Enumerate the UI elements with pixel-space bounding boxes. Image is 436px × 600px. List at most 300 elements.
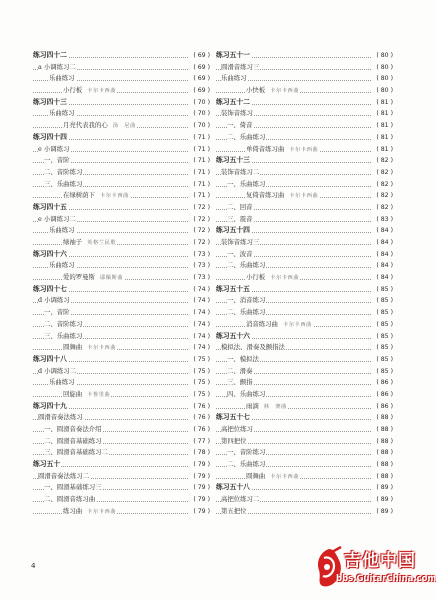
toc-entry-title-text: 小行板 bbox=[63, 86, 83, 95]
toc-entry-title bbox=[221, 437, 248, 445]
toc-entry-title-text: 月亮代表我的心 bbox=[63, 121, 108, 130]
toc-entry-title-text: 二、乐曲练习 bbox=[227, 308, 266, 317]
toc-entry bbox=[33, 179, 210, 191]
toc-entry-title bbox=[216, 51, 251, 59]
toc-entry-composer: 卡尔卡西曲 bbox=[282, 321, 312, 328]
toc-entry-title bbox=[44, 156, 71, 164]
toc-entry-title bbox=[227, 448, 266, 456]
toc-entry-title-text: 圆滑音奏法练习二 bbox=[38, 471, 90, 480]
toc-entry-title bbox=[221, 495, 260, 503]
toc-entry-title bbox=[33, 203, 68, 211]
toc-entry-title bbox=[246, 320, 313, 328]
toc-entry-page: ( 81 ) bbox=[376, 120, 393, 132]
toc-entry-page: ( 88 ) bbox=[376, 447, 393, 459]
toc-heading bbox=[33, 249, 210, 261]
toc-entry-page: ( 88 ) bbox=[376, 471, 393, 483]
toc-entry-page: ( 79 ) bbox=[193, 506, 210, 518]
toc-entry-title bbox=[44, 320, 83, 328]
toc-entry-title-text: 三、圆滑音基础练习二 bbox=[44, 448, 108, 457]
toc-entry-page: ( 80 ) bbox=[376, 50, 393, 62]
toc-entry-title-text: 圆舞曲 bbox=[246, 471, 266, 480]
toc-entry-title-text: 高把位练习 bbox=[221, 425, 253, 433]
toc-entry-composer: 卡鲁里曲 bbox=[87, 391, 111, 398]
toc-entry-page: ( 70 ) bbox=[193, 97, 210, 109]
toc-entry-title bbox=[49, 74, 76, 82]
toc-entry-page: ( 88 ) bbox=[376, 459, 393, 471]
toc-entry-title-text: 练习五十四 bbox=[216, 226, 250, 235]
toc-entry-composer: 汤 尼曲 bbox=[112, 123, 136, 130]
toc-entry bbox=[33, 342, 210, 354]
toc-entry-title-text: 二、乐曲练习 bbox=[227, 261, 266, 270]
toc-heading bbox=[216, 97, 393, 109]
toc-entry-title bbox=[38, 145, 70, 153]
toc-entry bbox=[33, 167, 210, 179]
toc-entry bbox=[216, 447, 393, 459]
toc-heading bbox=[216, 482, 393, 494]
toc-entry-title bbox=[216, 156, 251, 164]
toc-entry-title bbox=[221, 74, 248, 82]
toc-entry-title bbox=[221, 168, 260, 176]
toc-entry-title-text: 练习四十四 bbox=[33, 132, 67, 141]
toc-entry-title bbox=[227, 390, 266, 398]
toc-entry-title bbox=[63, 507, 117, 515]
toc-entry-title-text: 二、音阶练习 bbox=[44, 319, 83, 328]
toc-entry bbox=[216, 132, 393, 144]
toc-entry-title-text: 练习五十七 bbox=[216, 413, 250, 422]
toc-entry bbox=[33, 155, 210, 167]
toc-entry-page: ( 82 ) bbox=[376, 155, 393, 167]
toc-entry-page: ( 72 ) bbox=[193, 214, 210, 226]
toc-entry-title-text: 练习五十八 bbox=[216, 483, 250, 492]
toc-entry-page: ( 81 ) bbox=[376, 144, 393, 156]
toc-entry-title-text: 爱的罗曼斯 bbox=[63, 273, 95, 282]
toc-entry-page: ( 85 ) bbox=[376, 331, 393, 343]
toc-entry bbox=[216, 214, 393, 226]
toc-entry-title bbox=[221, 425, 254, 433]
toc-entry-title bbox=[246, 402, 288, 410]
toc-entry-title bbox=[216, 332, 251, 340]
toc-entry-title bbox=[49, 109, 76, 117]
toc-entry-page: ( 81 ) bbox=[376, 108, 393, 120]
toc-entry bbox=[216, 295, 393, 307]
toc-entry-title-text: 一、乐曲练习 bbox=[227, 179, 266, 188]
toc-entry-title-text: 模拟法、滑奏及颤指法 bbox=[221, 343, 285, 352]
toc-entry-page: ( 72 ) bbox=[193, 237, 210, 249]
toc-heading bbox=[216, 284, 393, 296]
toc-entry-page: ( 83 ) bbox=[376, 214, 393, 226]
toc-entry-page: ( 89 ) bbox=[376, 494, 393, 506]
toc-entry bbox=[216, 366, 393, 378]
toc-entry-page: ( 70 ) bbox=[193, 108, 210, 120]
toc-entry-title-text: 练习五十二 bbox=[216, 97, 250, 106]
toc-entry-title bbox=[33, 460, 61, 468]
toc-entry-page: ( 80 ) bbox=[376, 85, 393, 97]
toc-entry-title-text: 二、乐曲练习 bbox=[227, 460, 266, 469]
toc-entry-page: ( 75 ) bbox=[193, 354, 210, 366]
toc-entry bbox=[216, 62, 393, 74]
toc-entry-title bbox=[44, 437, 103, 445]
toc-entry bbox=[216, 179, 393, 191]
toc-entry bbox=[33, 331, 210, 343]
toc-entry bbox=[216, 342, 393, 354]
toc-heading bbox=[216, 225, 393, 237]
toc-right-column bbox=[216, 50, 393, 518]
toc-entry bbox=[216, 354, 393, 366]
toc-entry-page: ( 73 ) bbox=[193, 272, 210, 284]
toc-entry-title bbox=[221, 63, 260, 71]
toc-entry bbox=[216, 249, 393, 261]
toc-entry-title bbox=[216, 483, 251, 491]
toc-entry-title-text: 回旋曲 bbox=[63, 389, 83, 398]
toc-entry-title bbox=[63, 343, 117, 351]
toc-entry bbox=[216, 120, 393, 132]
toc-entry-title-text: 三、颤指 bbox=[227, 378, 253, 387]
toc-entry bbox=[216, 319, 393, 331]
toc-entry-title bbox=[227, 308, 266, 316]
toc-entry bbox=[33, 214, 210, 226]
toc-heading bbox=[216, 50, 393, 62]
toc-entry bbox=[216, 471, 393, 483]
watermark-url: bbs.GuitarChina.com bbox=[336, 574, 436, 584]
toc-entry-title bbox=[221, 238, 260, 246]
toc-entry bbox=[33, 120, 210, 132]
toc-entry-page: ( 84 ) bbox=[376, 272, 393, 284]
toc-entry-title bbox=[216, 413, 251, 421]
toc-entry bbox=[216, 459, 393, 471]
toc-entry-title-text: d 小调练习二 bbox=[38, 366, 77, 375]
toc-entry-title bbox=[38, 296, 71, 304]
toc-entry-title-text: 乐曲练习 bbox=[49, 261, 75, 270]
toc-entry-title bbox=[63, 191, 130, 199]
toc-entry-page: ( 75 ) bbox=[193, 377, 210, 389]
toc-entry-title bbox=[227, 133, 266, 141]
toc-entry-composer: 卡尔卡西曲 bbox=[270, 473, 300, 480]
toc-entry-page: ( 79 ) bbox=[193, 494, 210, 506]
toc-entry-title-text: 二、圆滑音练习曲 bbox=[44, 495, 96, 504]
toc-entry bbox=[33, 237, 210, 249]
toc-entry-title-text: 一、音阶 bbox=[44, 308, 70, 317]
toc-entry bbox=[216, 73, 393, 85]
toc-entry-composer: 卡尔卡西曲 bbox=[289, 193, 319, 200]
toc-entry-composer: 卡尔卡西曲 bbox=[87, 88, 117, 95]
toc-entry-page: ( 85 ) bbox=[376, 295, 393, 307]
toc-entry-composer: 卡尔卡西曲 bbox=[87, 345, 117, 352]
toc-entry-page: ( 89 ) bbox=[376, 506, 393, 518]
toc-entry-title-text: 一、模拟法 bbox=[227, 354, 259, 363]
toc-entry-title bbox=[216, 98, 251, 106]
toc-entry-title bbox=[33, 98, 68, 106]
toc-entry-page: ( 85 ) bbox=[376, 284, 393, 296]
page-number: 4 bbox=[31, 562, 36, 570]
toc-entry-composer: 英格兰民歌 bbox=[87, 240, 117, 246]
toc-entry-page: ( 85 ) bbox=[376, 366, 393, 378]
toc-entry bbox=[216, 389, 393, 401]
toc-entry bbox=[33, 260, 210, 272]
toc-entry-page: ( 69 ) bbox=[193, 85, 210, 97]
toc-entry-composer: 卡尔卡西曲 bbox=[87, 508, 117, 515]
toc-entry-title bbox=[33, 402, 68, 410]
toc-entry-title bbox=[227, 378, 254, 386]
toc-entry-title-text: 一、波音 bbox=[227, 249, 253, 258]
toc-entry-title-text: 一、圆滑基础练习三 bbox=[44, 483, 102, 492]
toc-entry bbox=[33, 506, 210, 518]
toc-entry-title-text: 装饰音练习 bbox=[221, 109, 253, 118]
toc-entry bbox=[216, 85, 393, 97]
toc-entry-title-text: 三、乐曲练习 bbox=[44, 179, 83, 188]
toc-entry-page: ( 88 ) bbox=[376, 424, 393, 436]
toc-entry-title bbox=[44, 448, 109, 456]
toc-entry-composer: 林 赛曲 bbox=[263, 403, 287, 410]
toc-entry-title-text: 练习四十九 bbox=[33, 401, 67, 410]
toc-entry-title bbox=[227, 261, 266, 269]
toc-entry-title-text: 练习曲 bbox=[63, 506, 83, 515]
toc-entry-title-text: 圆滑音练习三 bbox=[221, 62, 260, 71]
toc-entry-page: ( 69 ) bbox=[193, 73, 210, 85]
toc-entry-title-text: 练习四十八 bbox=[33, 354, 67, 363]
toc-entry-page: ( 74 ) bbox=[193, 307, 210, 319]
toc-entry-title-text: 二、回音 bbox=[227, 202, 253, 211]
toc-entry-title-text: 圆滑音奏法练习 bbox=[38, 413, 83, 422]
toc-entry bbox=[216, 436, 393, 448]
toc-entry-page: ( 79 ) bbox=[193, 482, 210, 494]
toc-entry bbox=[216, 237, 393, 249]
toc-entry-page: ( 69 ) bbox=[193, 62, 210, 74]
toc-entry-title-text: 练习四十二 bbox=[33, 51, 67, 59]
toc-entry bbox=[216, 260, 393, 272]
toc-entry bbox=[33, 272, 210, 284]
toc-entry-title bbox=[216, 285, 251, 293]
toc-heading bbox=[33, 132, 210, 144]
toc-entry-composer: 卡尔卡西曲 bbox=[270, 275, 300, 282]
toc-entry-title-text: 第五把位 bbox=[221, 506, 247, 515]
toc-entry bbox=[33, 295, 210, 307]
toc-entry-title-text: 乐曲练习 bbox=[49, 109, 75, 118]
toc-entry-title bbox=[227, 250, 254, 258]
toc-heading bbox=[33, 50, 210, 62]
toc-entry bbox=[216, 506, 393, 518]
toc-entry-title bbox=[38, 367, 77, 375]
toc-entry-title-text: 复倚音练习曲 bbox=[246, 191, 285, 200]
toc-entry-title-text: 练习五十三 bbox=[216, 156, 250, 165]
toc-entry bbox=[216, 144, 393, 156]
toc-heading bbox=[33, 354, 210, 366]
toc-entry-title bbox=[63, 86, 117, 94]
toc-entry bbox=[33, 447, 210, 459]
toc-entry-title-text: 第四把位 bbox=[221, 436, 247, 445]
toc-entry-page: ( 75 ) bbox=[193, 366, 210, 378]
toc-entry-title bbox=[227, 367, 254, 375]
toc-entry bbox=[33, 412, 210, 424]
toc-entry-title-text: 练习四十五 bbox=[33, 202, 67, 211]
toc-entry-title bbox=[63, 390, 111, 398]
toc-entry-page: ( 76 ) bbox=[193, 412, 210, 424]
toc-entry-page: ( 79 ) bbox=[193, 459, 210, 471]
toc-entry-page: ( 81 ) bbox=[376, 97, 393, 109]
toc-entry-title bbox=[44, 483, 103, 491]
toc-entry-title-text: 乐曲练习 bbox=[49, 226, 75, 235]
toc-entry-title bbox=[38, 472, 90, 480]
toc-entry-title bbox=[227, 296, 266, 304]
toc-entry bbox=[33, 319, 210, 331]
toc-entry bbox=[216, 272, 393, 284]
toc-entry-page: ( 72 ) bbox=[193, 202, 210, 214]
toc-entry-page: ( 70 ) bbox=[193, 120, 210, 132]
toc-entry-composer: 卡尔卡西曲 bbox=[99, 193, 129, 200]
toc-entry-title bbox=[227, 460, 266, 468]
toc-entry-title-text: 三、乐曲练习 bbox=[44, 331, 83, 340]
toc-entry bbox=[216, 307, 393, 319]
toc-entry-page: ( 86 ) bbox=[376, 401, 393, 413]
toc-entry-title-text: 练习五十六 bbox=[216, 331, 250, 340]
toc-entry-page: ( 77 ) bbox=[193, 436, 210, 448]
toc-entry-page: ( 71 ) bbox=[193, 167, 210, 179]
toc-entry-composer: 卡尔卡西曲 bbox=[289, 146, 319, 153]
toc-entry-title bbox=[44, 168, 83, 176]
toc-entry bbox=[33, 494, 210, 506]
toc-entry-title bbox=[33, 285, 68, 293]
toc-entry-page: ( 85 ) bbox=[376, 307, 393, 319]
toc-entry-title-text: 四、乐曲练习 bbox=[227, 389, 266, 398]
toc-entry-title-text: 圆舞曲 bbox=[63, 343, 83, 352]
toc-entry-page: ( 76 ) bbox=[193, 424, 210, 436]
toc-entry-page: ( 74 ) bbox=[193, 331, 210, 343]
watermark bbox=[312, 540, 436, 596]
toc-entry-title bbox=[246, 191, 319, 199]
toc-entry-page: ( 74 ) bbox=[193, 284, 210, 296]
toc-entry-title bbox=[33, 355, 68, 363]
toc-entry-page: ( 86 ) bbox=[376, 377, 393, 389]
toc-entry-title bbox=[216, 226, 251, 234]
toc-entry-title bbox=[33, 51, 68, 59]
toc-entry-title bbox=[33, 250, 68, 258]
toc-entry-page: ( 79 ) bbox=[193, 471, 210, 483]
toc-entry-title bbox=[49, 378, 76, 386]
toc-entry bbox=[33, 144, 210, 156]
toc-entry-page: ( 71 ) bbox=[193, 144, 210, 156]
toc-entry-page: ( 85 ) bbox=[376, 342, 393, 354]
toc-entry-title-text: 二、乐曲练习 bbox=[227, 132, 266, 141]
toc-entry-title bbox=[63, 238, 117, 246]
toc-entry-page: ( 78 ) bbox=[193, 447, 210, 459]
toc-entry-page: ( 81 ) bbox=[376, 132, 393, 144]
toc-entry-page: ( 71 ) bbox=[193, 190, 210, 202]
toc-entry-page: ( 74 ) bbox=[193, 342, 210, 354]
toc-entry-title-text: 一、音阶 bbox=[44, 156, 70, 165]
toc-entry-title-text: 练习五十 bbox=[33, 460, 61, 469]
toc-entry-page: ( 72 ) bbox=[193, 225, 210, 237]
toc-entry-title-text: 小快板 bbox=[246, 86, 266, 95]
toc-entry-title-text: 三、震音 bbox=[227, 214, 253, 223]
toc-entry bbox=[216, 190, 393, 202]
toc-entry bbox=[216, 202, 393, 214]
toc-entry-title-text: 高把位练习二 bbox=[221, 495, 260, 504]
toc-entry-title-text: 在绿树荫下 bbox=[63, 191, 95, 200]
toc-entry-title-text: 雨滴 bbox=[246, 401, 259, 410]
toc-entry-title bbox=[38, 215, 77, 223]
toc-entry-title-text: d 小调练习 bbox=[38, 296, 70, 305]
toc-entry-page: ( 69 ) bbox=[193, 50, 210, 62]
toc-entry-page: ( 75 ) bbox=[193, 389, 210, 401]
toc-entry-title-text: 消音练习曲 bbox=[246, 319, 278, 328]
toc-entry-title bbox=[221, 507, 248, 515]
toc-entry-title bbox=[227, 180, 266, 188]
toc-entry-title-text: 二、滑奏 bbox=[227, 366, 253, 375]
toc-entry-title-text: 一、消音练习 bbox=[227, 296, 266, 305]
toc-entry-title-text: 一、音阶练习 bbox=[227, 448, 266, 457]
toc-entry-page: ( 88 ) bbox=[376, 436, 393, 448]
toc-entry-page: ( 73 ) bbox=[193, 249, 210, 261]
watermark-title: 吉他中国 bbox=[344, 551, 416, 571]
toc-entry-title bbox=[246, 86, 300, 94]
toc-left-column bbox=[33, 50, 210, 518]
toc-entry bbox=[33, 482, 210, 494]
toc-heading bbox=[33, 459, 210, 471]
toc-entry-title bbox=[33, 133, 68, 141]
toc-entry-page: ( 76 ) bbox=[193, 401, 210, 413]
toc-entry-title bbox=[227, 203, 254, 211]
toc-entry bbox=[216, 401, 393, 413]
toc-entry-page: ( 86 ) bbox=[376, 389, 393, 401]
toc-entry-composer: 卡尔卡西曲 bbox=[270, 88, 300, 95]
toc-heading bbox=[33, 202, 210, 214]
toc-entry-title bbox=[49, 226, 76, 234]
toc-heading bbox=[216, 412, 393, 424]
toc-entry bbox=[33, 366, 210, 378]
toc-entry-page: ( 73 ) bbox=[193, 260, 210, 272]
toc-entry-page: ( 88 ) bbox=[376, 412, 393, 424]
toc-entry-title-text: 乐曲练习 bbox=[49, 378, 75, 387]
toc-entry bbox=[33, 62, 210, 74]
toc-entry-title bbox=[44, 180, 83, 188]
toc-entry-page: ( 85 ) bbox=[376, 354, 393, 366]
toc-entry-title bbox=[227, 121, 254, 129]
toc-entry-page: ( 82 ) bbox=[376, 202, 393, 214]
toc-entry-title-text: 练习五十一 bbox=[216, 51, 250, 59]
toc-entry-title bbox=[221, 343, 286, 351]
toc-entry-title-text: 练习四十三 bbox=[33, 97, 67, 106]
toc-entry-page: ( 74 ) bbox=[193, 295, 210, 307]
toc-entry-page: ( 85 ) bbox=[376, 319, 393, 331]
toc-entry-title bbox=[44, 425, 103, 433]
toc-entry-composer: 耶佩斯曲 bbox=[99, 275, 124, 282]
toc-entry-page: ( 82 ) bbox=[376, 167, 393, 179]
toc-entry-page: ( 74 ) bbox=[193, 319, 210, 331]
toc-entry bbox=[33, 471, 210, 483]
toc-entry-page: ( 80 ) bbox=[376, 62, 393, 74]
toc-entry-title-text: 乐曲练习 bbox=[221, 74, 247, 83]
toc-entry-title-text: a 小调练习二 bbox=[38, 62, 76, 71]
toc-entry-title bbox=[246, 472, 300, 480]
toc-entry-page: ( 82 ) bbox=[376, 190, 393, 202]
toc-entry bbox=[33, 108, 210, 120]
toc-entry bbox=[33, 377, 210, 389]
toc-heading bbox=[33, 401, 210, 413]
toc-entry-title bbox=[246, 273, 300, 281]
leader-dots bbox=[216, 408, 371, 409]
toc-entry-title bbox=[38, 413, 84, 421]
toc-entry-title-text: 练习五十五 bbox=[216, 284, 250, 293]
toc-entry-title bbox=[49, 261, 76, 269]
toc-entry bbox=[33, 190, 210, 202]
toc-entry-title-text: 练习四十七 bbox=[33, 284, 67, 293]
toc-entry-page: ( 84 ) bbox=[376, 249, 393, 261]
toc-entry-title-text: e 小调练习二 bbox=[38, 214, 76, 223]
toc-entry-title bbox=[227, 355, 260, 363]
toc-entry-page: ( 71 ) bbox=[193, 132, 210, 144]
toc-entry-title-text: 绿袖子 bbox=[63, 238, 83, 246]
toc-entry-page: ( 82 ) bbox=[376, 179, 393, 191]
toc-entry-title bbox=[227, 215, 254, 223]
